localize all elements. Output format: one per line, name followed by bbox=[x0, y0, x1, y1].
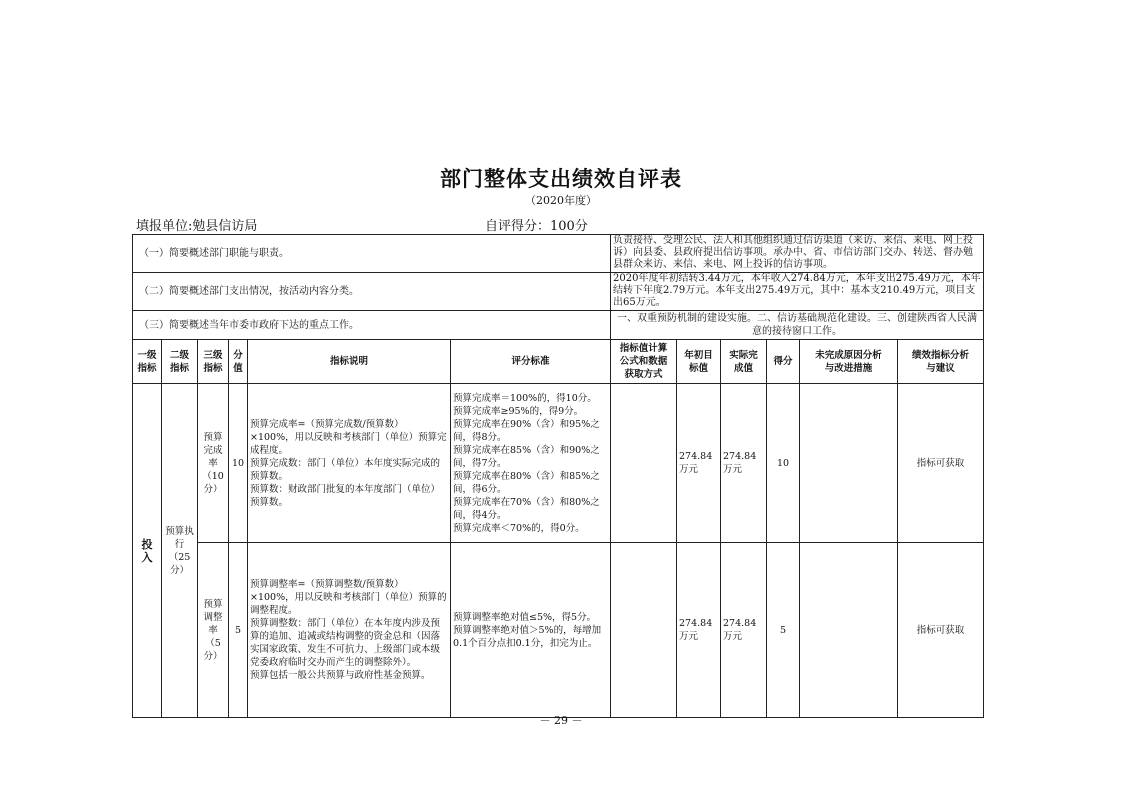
header-weight: 分 值 bbox=[229, 340, 248, 384]
criteria-cell: 预算调整率绝对值≤5%，得5分。 预算调整率绝对值＞5%的，每增加0.1个百分点扣0.1分，扣完为止。 bbox=[451, 543, 611, 718]
weight-cell: 5 bbox=[229, 543, 248, 718]
formula-cell bbox=[611, 543, 677, 718]
header-target: 年初目 标值 bbox=[677, 340, 721, 384]
table-row bbox=[133, 384, 984, 543]
header-level2: 二级 指标 bbox=[162, 340, 198, 384]
score-cell: 10 bbox=[767, 384, 800, 543]
overview-label-1: （一）简要概述部门职能与职责。 bbox=[133, 235, 611, 273]
suggestion-cell: 指标可获取 bbox=[898, 384, 984, 543]
formula-cell bbox=[611, 384, 677, 543]
overview-content-2: 2020年度年初结转3.44万元，本年收入274.84万元，本年支出275.49万元，本年结转下年度2.79万元。本年支出275.49万元，其中：基本支210.49万元，项目支出65万元。 bbox=[611, 273, 984, 311]
header-level3: 三级 指标 bbox=[198, 340, 229, 384]
header-desc: 指标说明 bbox=[248, 340, 451, 384]
level2-cell: 预算执 行（25 分） bbox=[162, 384, 198, 718]
header-actual: 实际完 成值 bbox=[721, 340, 767, 384]
reason-cell bbox=[800, 384, 898, 543]
overview-content-1: 负责接待、受理公民、法人和其他组织通过信访渠道（来访、来信、来电、网上投诉）向县委、县政府提出信访事项。承办中、省、市信访部门交办、转送、督办勉县群众来访、来信、来电、网上投诉的信访事项。 bbox=[611, 235, 984, 273]
header-criteria: 评分标准 bbox=[451, 340, 611, 384]
overview-row-1 bbox=[133, 235, 984, 273]
actual-cell: 274.84 万元 bbox=[721, 543, 767, 718]
score-cell: 5 bbox=[767, 543, 800, 718]
criteria-cell: 预算完成率＝100%的，得10分。 预算完成率≥95%的，得9分。 预算完成率在90%（含）和95%之间，得8分。 预算完成率在85%（含）和90%之间，得7分。 预算完成率在80%（含）和85%之间，得6分。 预算完成率在70%（含）和80%之间，得4分。 预算完成率＜70%的，得0分。 bbox=[451, 384, 611, 543]
reason-cell bbox=[800, 543, 898, 718]
page-title: 部门整体支出绩效自评表 bbox=[440, 167, 682, 191]
overview-row-2 bbox=[133, 273, 984, 311]
suggestion-cell: 指标可获取 bbox=[898, 543, 984, 718]
target-cell: 274.84 万元 bbox=[677, 384, 721, 543]
page-number: － 29 － bbox=[539, 714, 583, 727]
overview-content-3: 一、双重预防机制的建设实施。二、信访基础规范化建设。三、创建陕西省人民满意的接待窗口工作。 bbox=[611, 311, 984, 340]
evaluation-table bbox=[132, 234, 984, 718]
table-row bbox=[133, 543, 984, 718]
level1-cell: 投 入 bbox=[133, 384, 162, 718]
overview-row-3 bbox=[133, 311, 984, 340]
desc-cell: 预算调整率=（预算调整数/预算数）×100%，用以反映和考核部门（单位）预算的调整程度。 预算调整数：部门（单位）在本年度内涉及预算的追加、追减或结构调整的资金总和（因落实国家政策、发生不可抗力、上级部门或本级党委政府临时交办而产生的调整除外）。 预算包括一般公共预算与政府性基金预算。 bbox=[248, 543, 451, 718]
overview-label-3: （三）简要概述当年市委市政府下达的重点工作。 bbox=[133, 311, 611, 340]
level3-cell: 预算 调整 率 （5 分） bbox=[198, 543, 229, 718]
actual-cell: 274.84 万元 bbox=[721, 384, 767, 543]
year-note: （2020年度） bbox=[525, 194, 597, 207]
header-formula: 指标值计算 公式和数据 获取方式 bbox=[611, 340, 677, 384]
header-score: 得分 bbox=[767, 340, 800, 384]
desc-cell: 预算完成率=（预算完成数/预算数）×100%，用以反映和考核部门（单位）预算完成程度。 预算完成数：部门（单位）本年度实际完成的预算数。 预算数：财政部门批复的本年度部门（单位）预算数。 bbox=[248, 384, 451, 543]
reporting-unit: 填报单位:勉县信访局 bbox=[136, 219, 258, 234]
table-header-row bbox=[133, 340, 984, 384]
header-suggestion: 绩效指标分析 与建议 bbox=[898, 340, 984, 384]
header-reason: 未完成原因分析 与改进措施 bbox=[800, 340, 898, 384]
header-level1: 一级 指标 bbox=[133, 340, 162, 384]
weight-cell: 10 bbox=[229, 384, 248, 543]
overview-label-2: （二）简要概述部门支出情况，按活动内容分类。 bbox=[133, 273, 611, 311]
self-score: 自评得分：100分 bbox=[485, 219, 588, 234]
target-cell: 274.84 万元 bbox=[677, 543, 721, 718]
level3-cell: 预算 完成 率 （10 分） bbox=[198, 384, 229, 543]
